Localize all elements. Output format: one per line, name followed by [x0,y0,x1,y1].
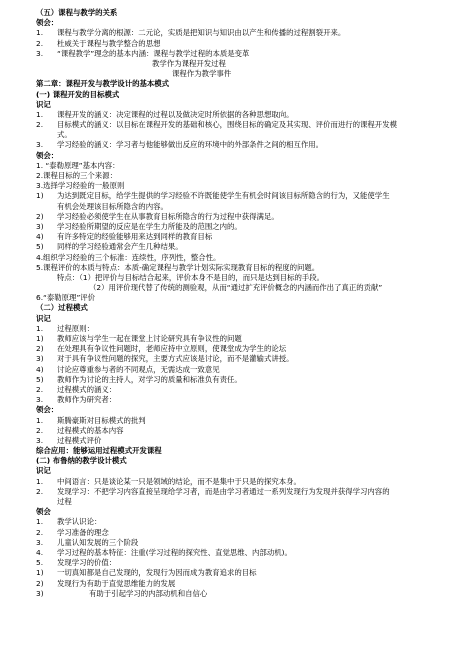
section-heading [36,18,464,28]
text-line [36,120,464,130]
line-text: “课程教学”理念的基本内涵：课程与教学过程的本质是变革 [57,48,250,58]
text-line [36,232,464,242]
line-text: 一切真知都是自己发现的，发现行为因而成为教育追求的目标 [57,568,257,578]
section-heading [36,507,464,517]
text-line [36,263,464,273]
line-text: 发现行为有助于直觉思维能力的发展 [57,578,176,588]
text-line [36,497,464,507]
text-line [36,528,464,538]
line-text: 领会： [36,405,59,415]
line-text: 1. “泰勒原理”基本内容： [36,160,120,170]
text-line [36,212,464,222]
text-line [36,558,464,568]
line-text: （2）用评价现代替了传统的测验观，从而“通过扩充评价概念的内涵而作出了真正的贡献” [89,283,383,293]
list-number: 3. [36,537,44,547]
line-text: 杜威关于课程与教学整合的思想 [57,38,161,48]
list-number: 3. [36,435,44,445]
list-number: 2) [36,344,44,354]
text-line [36,69,464,79]
line-text: 识记 [36,99,51,109]
list-number: 2. [36,384,44,394]
list-number: 2) [36,211,44,221]
line-text: 中间语言：只是谈论某一只是领域的结论，而不是集中于只是的探究本身。 [57,476,301,486]
line-text: 课程开发的涵义：决定课程的过程以及做决定时所依据的各种思想取向。 [57,109,294,119]
line-text: 有机会处理该目标所隐含的内容。 [57,201,168,211]
text-line [36,334,464,344]
text-line [36,538,464,548]
list-number: 2. [36,527,44,537]
list-number: 1) [36,191,44,201]
section-heading [36,79,464,89]
text-line [36,130,464,140]
section-heading [36,90,464,100]
text-line [36,589,464,599]
list-number: 2. [36,38,44,48]
text-line [36,171,464,181]
line-text: 学习经验所期望的反应是在学生力所能及的范围之内的。 [57,221,242,231]
list-number: 1. [36,476,44,486]
text-line [36,395,464,405]
line-text: 教学认识论： [57,517,102,527]
text-line [36,568,464,578]
list-number: 1. [36,109,44,119]
line-text: 目标模式的涵义：以目标在课程开发的基础和核心，围绕目标的确定及其实现、评价而进行的课程开发模 [57,120,397,130]
line-text: 有许多特定的经验能够用来达到同样的教育目标 [57,232,213,242]
line-text: 课程作为教学事件 [172,69,232,79]
line-text: 教师应该与学生一起在课堂上讨论研究具有争议性的问题 [57,334,242,343]
text-line [36,39,464,49]
text-line [36,202,464,212]
line-text: (一) 课程开发的目标模式 [36,89,120,99]
list-number: 5. [36,558,44,568]
text-line [36,436,464,446]
text-line [36,110,464,120]
line-text: 4.组织学习经验的三个标准：连续性，序列性，整合性。 [36,252,221,262]
line-text: 斯腾豪斯对目标模式的批判 [57,415,146,425]
list-number: 1) [36,568,44,578]
list-number: 5) [36,374,44,384]
list-number: 3. [36,140,44,150]
text-line [36,28,464,38]
list-number: 2. [36,120,44,130]
text-line [36,283,464,293]
line-text: 教师作为研究者： [57,395,117,405]
line-text: 教学作为课程开发过程 [152,58,226,68]
list-number: 1) [36,334,44,343]
text-line [36,242,464,252]
line-text: 6.“泰勒原理”评价 [36,293,96,303]
text-line [36,354,464,364]
line-text: 过程模式的基本内容 [57,425,124,435]
text-line [36,49,464,59]
section-heading [36,100,464,110]
line-text: 学习过程的基本特征：注重(学习过程的探究性、直觉思维、内部动机)。 [57,547,292,557]
line-text: 5.课程评价的本质与特点：本质-确定课程与教学计划实际实现教育目标的程度的问题。 [36,262,320,272]
list-number: 2) [36,578,44,588]
list-number: 4) [36,364,44,374]
text-line [36,365,464,375]
list-number: 1. [36,415,44,425]
line-text: 发现学习的价值： [57,558,117,568]
section-heading [36,151,464,161]
line-text: 2.课程目标的三个来源： [36,171,117,180]
line-text: 式。 [57,130,72,140]
section-heading [36,456,464,466]
line-text: 学习经验必须使学生在从事教育目标所隐含的行为过程中获得满足。 [57,211,279,221]
text-line [36,385,464,395]
list-number: 3. [36,395,44,405]
line-text: 领会： [36,150,59,160]
list-number: 4. [36,547,44,557]
list-number: 3. [36,48,44,58]
text-line [36,344,464,354]
text-line [36,253,464,263]
line-text: 领会 [36,507,51,517]
line-text: 综合应用：能够运用过程模式开发课程 [36,446,162,456]
text-line [36,324,464,334]
line-text: 特点：（1）把评价与目标结合起来，评价本身不是目的，而只是达到目标的手段。 [57,272,325,282]
text-line [36,487,464,497]
list-number: 1. [36,517,44,527]
line-text: 学习经验的涵义：学习者与他能够做出反应的环境中的外部条件之间的相互作用。 [57,140,324,150]
list-number: 2. [36,425,44,435]
text-line [36,273,464,283]
line-text: 教师作为讨论的主持人，对学习的质量和标准负有责任。 [57,374,242,384]
text-line [36,181,464,191]
line-text: 儿童认知发展的三个阶段 [57,537,139,547]
section-heading [36,303,464,313]
list-number: 4) [36,232,44,242]
text-line [36,59,464,69]
line-text: 同样的学习经验通常会产生几种结果。 [57,242,183,252]
text-line [36,375,464,385]
line-text: 第二章：课程开发与教学设计的基本模式 [36,79,170,89]
line-text: 课程与教学分离的根源：二元论，实质是把知识与知识由以产生和传播的过程割裂开来。 [57,28,346,38]
text-line [36,579,464,589]
document-page [36,8,464,599]
line-text: 识记 [36,466,51,476]
section-heading [36,446,464,456]
line-text: (二) 布鲁纳的教学设计模式 [36,456,127,466]
list-number: 3) [36,221,44,231]
line-text: 学习准备的理念 [57,527,109,537]
text-line [36,416,464,426]
line-text: 有助于引起学习的内部动机和自信心 [89,588,208,598]
line-text: 发现学习：不把学习内容直接呈现给学习者，而是由学习者通过一系列发现行为发现并获得学习内容的 [57,486,390,496]
list-number: 5) [36,242,44,252]
line-text: 3.选择学习经验的一般原则 [36,181,125,191]
section-heading [36,466,464,476]
text-line [36,140,464,150]
section-heading [36,405,464,415]
text-line [36,548,464,558]
line-text: 在处理具有争议性问题时，老师应持中立原则，使课堂成为学生的论坛 [57,344,287,354]
text-line [36,222,464,232]
line-text: 领会： [36,18,59,28]
section-heading [36,314,464,324]
line-text: 对于具有争议性问题的探究，主要方式应该是讨论，而不是灌输式讲授。 [57,354,294,364]
text-line [36,161,464,171]
section-heading [36,8,464,18]
line-text: 为达到既定目标，给学生提供的学习经验不许既能使学生有机会时间该目标所隐含的行为，又能使学生 [57,191,390,201]
line-text: 讨论应尊重参与者的不同观点，无需达成一致意见 [57,364,220,374]
line-text: 过程模式评价 [57,435,102,445]
list-number: 1. [36,28,44,38]
text-line [36,477,464,487]
text-line [36,517,464,527]
line-text: 识记 [36,313,51,323]
line-text: 过程 [57,497,72,506]
list-number: 3) [36,588,44,598]
list-number: 3) [36,354,44,364]
list-number: 2. [36,486,44,496]
text-line [36,426,464,436]
line-text: 过程原则： [57,323,94,333]
line-text: （二）过程模式 [36,303,88,313]
line-text: 过程模式的涵义： [57,384,117,394]
line-text: （五）课程与教学的关系 [36,8,118,17]
text-line [36,191,464,201]
text-line [36,293,464,303]
list-number: 1. [36,323,44,333]
